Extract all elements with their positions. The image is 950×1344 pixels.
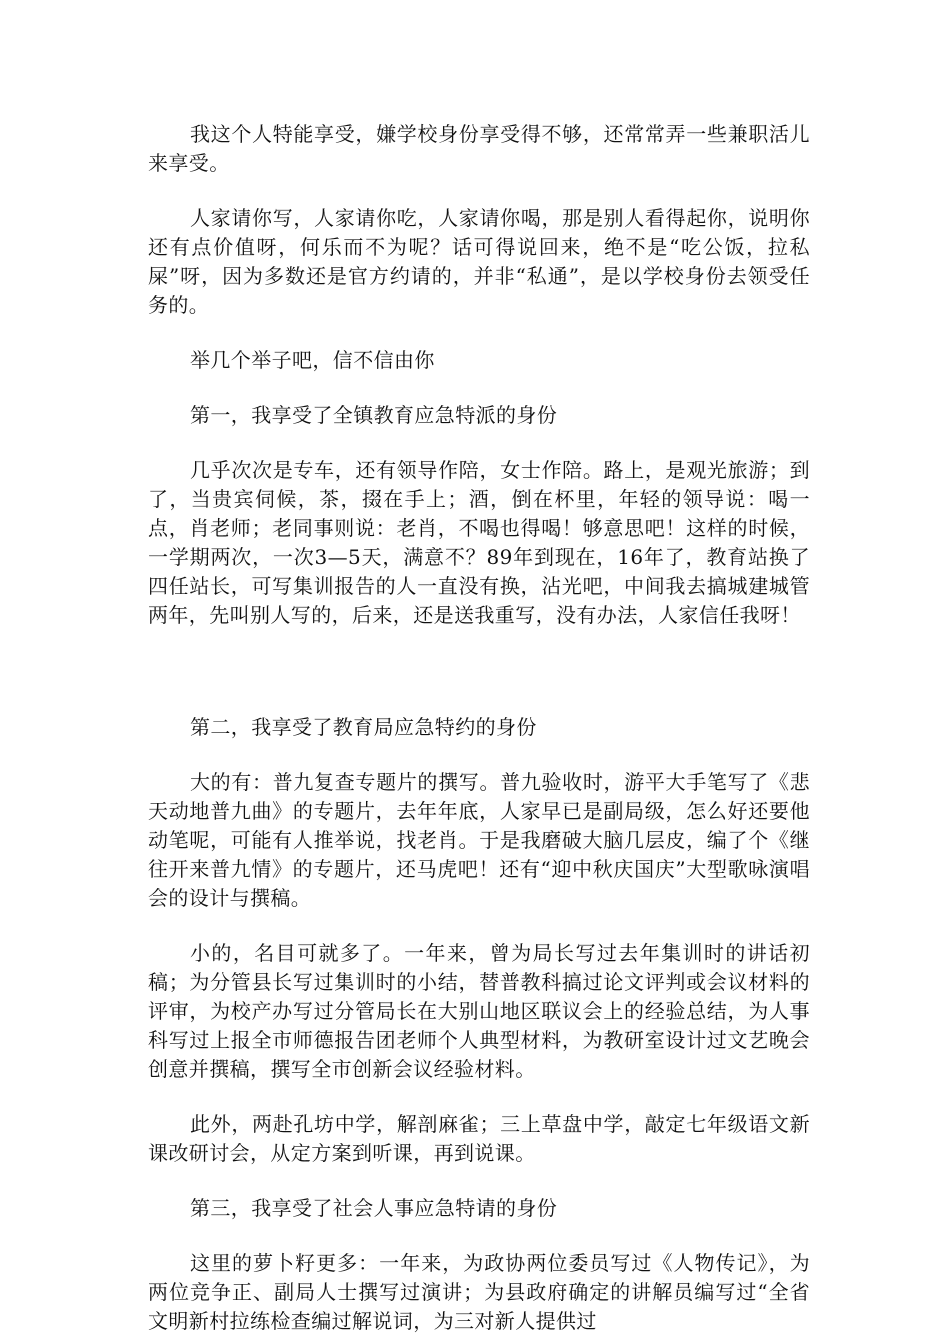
paragraph-second-extra: 此外，两赴孔坊中学，解剖麻雀；三上草盘中学，敲定七年级语文新课改研讨会，从定方案到听课，再到说课。 <box>148 1112 810 1165</box>
document-page <box>148 120 810 1336</box>
paragraph-second-minor: 小的，名目可就多了。一年来，曾为局长写过去年集训时的讲话初稿；为分管县长写过集训时的小结，替普教科搞过论文评判或会议材料的评审，为校产办写过分管局长在大别山地区联议会上的经验总结，为人事科写过上报全市师德报告团老师个人典型材料，为教研室设计过文艺晚会创意并撰稿，撰写全市创新会议经验材料。 <box>148 941 810 1081</box>
paragraph-third-detail: 这里的萝卜籽更多：一年来，为政协两位委员写过《人物传记》，为两位竞争正、副局人士撰写过演讲；为县政府确定的讲解员编写过“全省文明新村拉练检查编过解说词，为三对新人提供过 <box>148 1251 810 1333</box>
paragraph-second-major: 大的有：普九复查专题片的撰写。普九验收时，游平大手笔写了《悲天动地普九曲》的专题片，去年年底，人家早已是副局级，怎么好还要他动笔呢，可能有人推举说，找老肖。于是我磨破大脑几层皮，编了个《继往开来普九情》的专题片，还马虎吧！还有“迎中秋庆国庆”大型歌咏演唱会的设计与撰稿。 <box>148 770 810 910</box>
section-heading-second: 第二，我享受了教育局应急特约的身份 <box>190 715 537 739</box>
section-heading-third: 第三，我享受了社会人事应急特请的身份 <box>190 1196 558 1220</box>
section-heading-first: 第一，我享受了全镇教育应急特派的身份 <box>190 403 558 427</box>
paragraph-invitation: 人家请你写，人家请你吃，人家请你喝，那是别人看得起你，说明你还有点价值呀，何乐而不为呢？话可得说回来，绝不是“吃公饭，拉私屎”呀，因为多数还是官方约请的，并非“私通”，是以学校身份去领受任务的。 <box>148 206 810 317</box>
paragraph-first-detail: 几乎次次是专车，还有领导作陪，女士作陪。路上，是观光旅游；到了，当贵宾伺候，茶，掇在手上；酒，倒在杯里，年轻的领导说：喝一点，肖老师；老同事则说：老肖，不喝也得喝！够意思吧！这样的时候，一学期两次，一次3—5天，满意不？89年到现在，16年了，教育站换了四任站长，可写集训报告的人一直没有换，沾光吧，中间我去搞城建城管两年，先叫别人写的，后来，还是送我重写，没有办法，人家信任我呀！ <box>148 458 810 627</box>
paragraph-intro: 我这个人特能享受，嫌学校身份享受得不够，还常常弄一些兼职活儿来享受。 <box>148 122 810 175</box>
paragraph-examples-lead: 举几个举子吧，信不信由你 <box>190 348 435 372</box>
